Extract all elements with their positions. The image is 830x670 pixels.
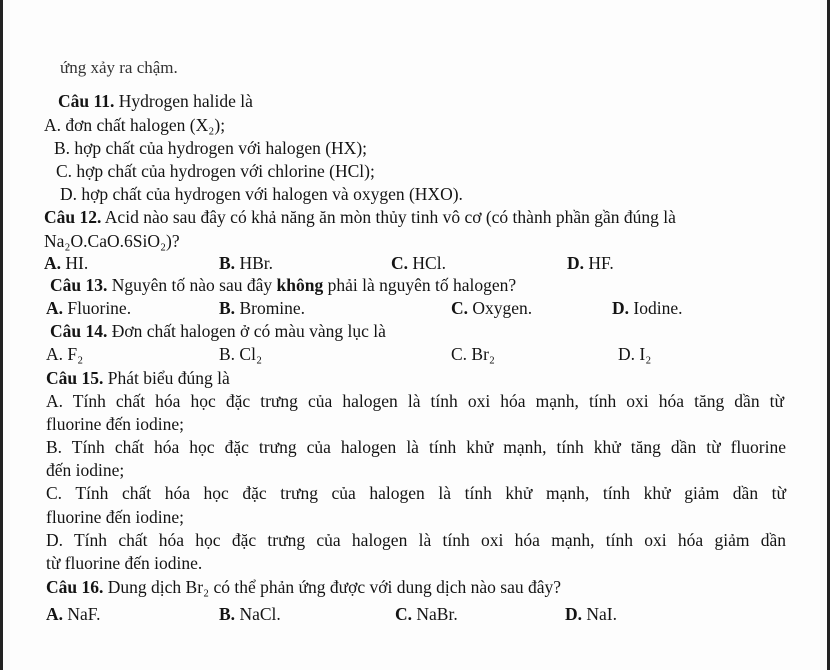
q14-label: Câu 14. (50, 321, 108, 341)
q13-emphasis: không (276, 275, 324, 295)
q14-option-d[interactable]: D. I₂ (618, 344, 652, 364)
q13-stem: Câu 13. Nguyên tố nào sau đây không phải là nguyên tố halogen? (50, 275, 517, 295)
q15-option-b-line1[interactable]: B. Tính chất hóa học đặc trưng của halogen là tính khử mạnh, tính khử tăng dần từ fluorine (46, 437, 786, 457)
q16-option-b[interactable]: B. NaCl. (219, 604, 281, 624)
q12-option-c[interactable]: C. HCl. (391, 253, 446, 273)
q12-option-d[interactable]: D. HF. (567, 253, 614, 273)
q14-option-b[interactable]: B. Cl₂ (219, 344, 263, 364)
q16-label: Câu 16. (46, 577, 104, 597)
q11-label: Câu 11. (58, 91, 115, 111)
q15-label: Câu 15. (46, 368, 104, 388)
q15-option-d-line2[interactable]: từ fluorine đến iodine. (46, 553, 203, 573)
q11-text: Hydrogen halide là (118, 91, 253, 111)
q15-option-b-line2[interactable]: đến iodine; (46, 460, 125, 480)
left-border (0, 0, 3, 670)
q14-option-c[interactable]: C. Br₂ (451, 344, 496, 364)
q11-option-b[interactable]: B. hợp chất của hydrogen với halogen (HX); (54, 138, 368, 158)
q15-option-a-line2[interactable]: fluorine đến iodine; (46, 414, 185, 434)
q12-stem-line1 (44, 206, 676, 228)
q14-stem: Câu 14. Đơn chất halogen ở có màu vàng lục là (50, 321, 386, 341)
q13-label: Câu 13. (50, 275, 108, 295)
q12-option-b[interactable]: B. HBr. (219, 253, 273, 273)
q13-option-d[interactable]: D. Iodine. (612, 298, 683, 318)
q16-option-c[interactable]: C. NaBr. (395, 604, 458, 624)
q15-option-a-line1[interactable]: A. Tính chất hóa học đặc trưng của halogen là tính oxi hóa mạnh, tính oxi hóa tăng dần từ (46, 391, 784, 411)
q12-option-a[interactable]: A. HI. (44, 253, 89, 273)
q12-label: Câu 12. (44, 207, 102, 227)
q15-option-c-line2[interactable]: fluorine đến iodine; (46, 507, 185, 527)
q13-option-b[interactable]: B. Bromine. (219, 298, 306, 318)
q13-option-c[interactable]: C. Oxygen. (451, 298, 533, 318)
q15-option-d-line1[interactable]: D. Tính chất hóa học đặc trưng của halogen là tính oxi hóa mạnh, tính oxi hóa giảm dần (46, 530, 786, 550)
q11-option-a[interactable]: A. đơn chất halogen (X₂); (44, 115, 226, 135)
q13-option-a[interactable]: A. Fluorine. (46, 298, 132, 318)
q14-option-a[interactable]: A. F₂ (46, 344, 84, 364)
q16-option-d[interactable]: D. NaI. (565, 604, 617, 624)
q11-option-c[interactable]: C. hợp chất của hydrogen với chlorine (HCl); (56, 161, 375, 181)
q11-stem (58, 90, 253, 112)
q16-stem: Câu 16. Dung dịch Br₂ có thể phản ứng được với dung dịch nào sau đây? (46, 577, 562, 597)
q15-option-c-line1[interactable]: C. Tính chất hóa học đặc trưng của halogen là tính khử mạnh, tính khử giảm dần từ (46, 483, 786, 503)
q12-text: Acid nào sau đây có khả năng ăn mòn thủy tinh vô cơ (có thành phần gần đúng là (104, 207, 676, 227)
q11-option-d[interactable]: D. hợp chất của hydrogen với halogen và oxygen (HXO). (60, 184, 463, 204)
q16-option-a[interactable]: A. NaF. (46, 604, 101, 624)
q15-stem: Câu 15. Phát biểu đúng là (46, 368, 230, 388)
top-fragment: ứng xảy ra chậm. (60, 58, 178, 77)
q12-stem-line2: Na₂O.CaO.6SiO₂)? (44, 231, 180, 251)
